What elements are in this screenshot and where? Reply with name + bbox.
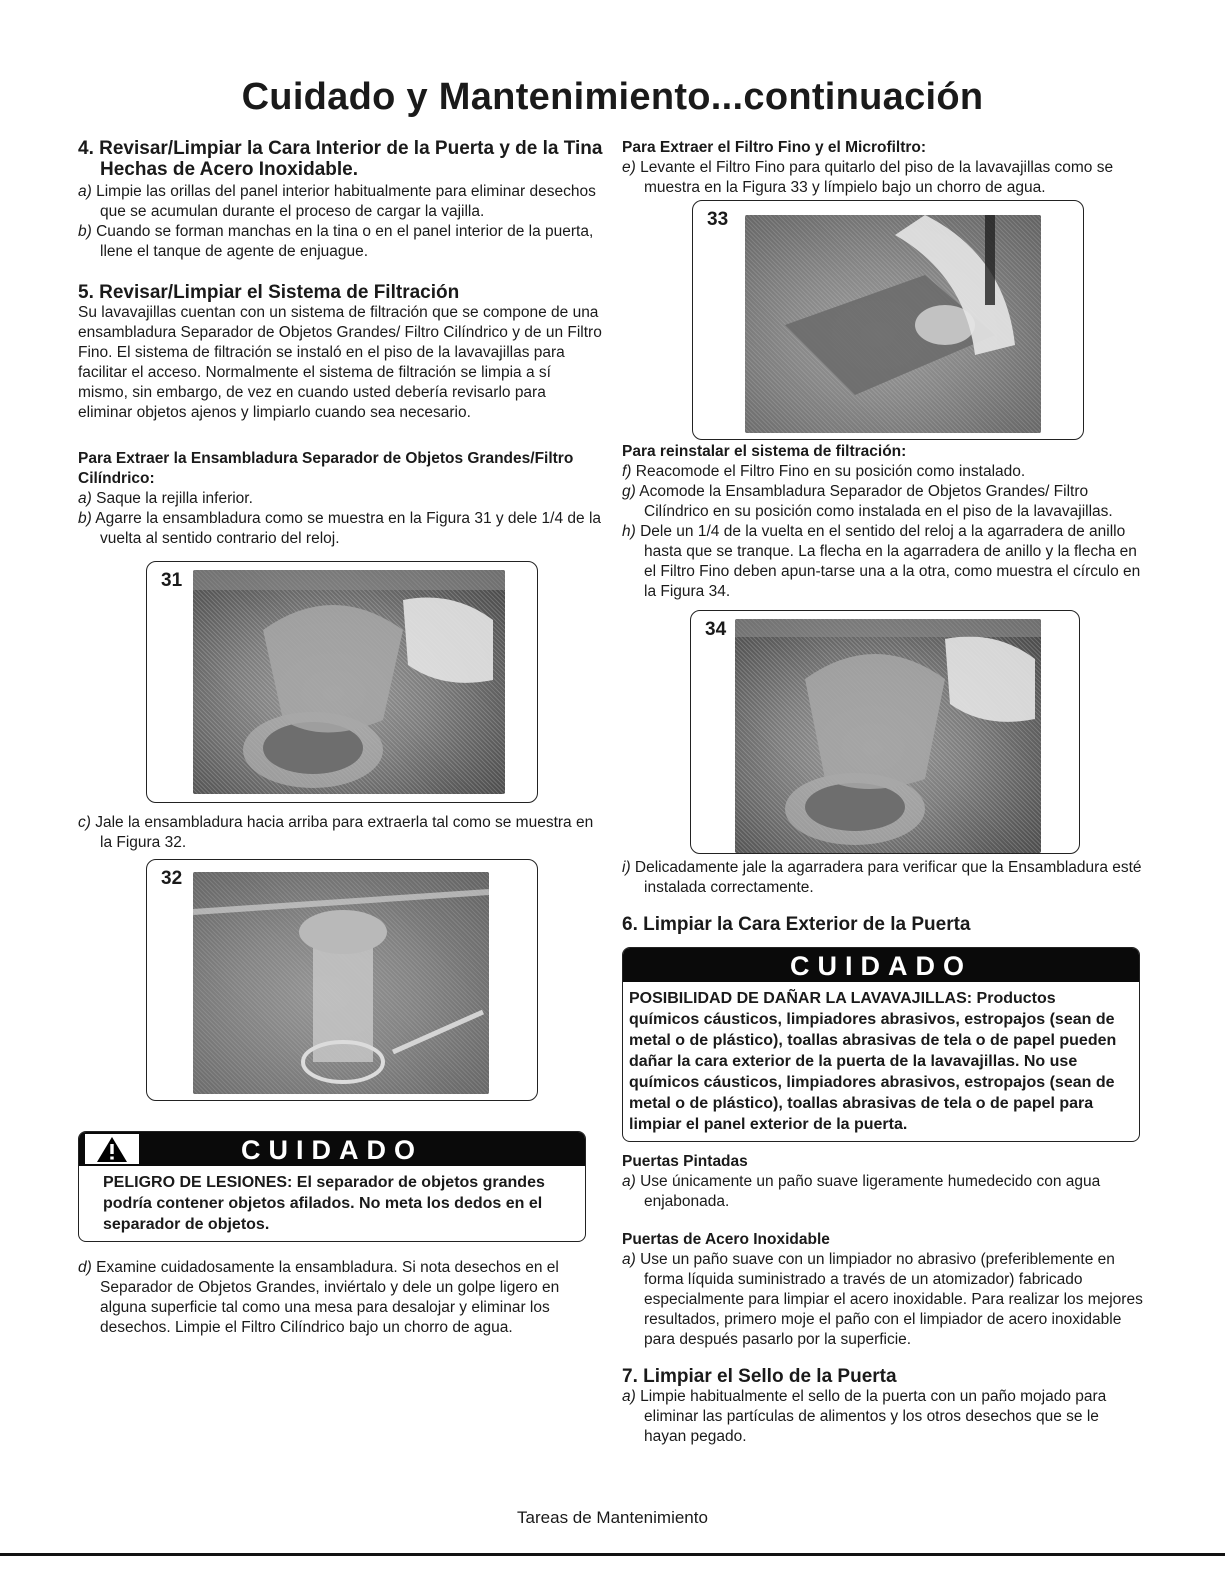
- list-item: d) Examine cuidadosamente la ensambladura. Si nota desechos en el Separador de Objetos Grandes, inviértalo y dele un golpe ligero en alguna superficie tal como una mesa para desalojar y eliminar los desechos. Limpie el Filtro Cilíndrico bajo un chorro de agua.: [78, 1259, 560, 1336]
- figure-33: [692, 200, 1084, 440]
- figure-31: [146, 561, 538, 803]
- section-4-heading: 4. Revisar/Limpiar la Cara Interior de la Puerta y de la Tina Hechas de Acero Inoxidable.: [78, 138, 603, 180]
- list-item: b) Agarre la ensambladura como se muestra en la Figura 31 y dele 1/4 de la vuelta al sentido contrario del reloj.: [78, 510, 602, 547]
- section-7-heading: 7. Limpiar el Sello de la Puerta: [622, 1366, 897, 1387]
- reinstall-subheading: Para reinstalar el sistema de filtración:: [622, 443, 907, 460]
- cylindrical-filter-photo: [193, 872, 489, 1094]
- painted-doors-subheading: Puertas Pintadas: [622, 1153, 748, 1170]
- list-item: a) Limpie las orillas del panel interior habitualmente para eliminar desechos que se acumulan durante el proceso de cargar la vajilla.: [78, 183, 596, 220]
- section-6-heading: 6. Limpiar la Cara Exterior de la Puerta: [622, 914, 971, 935]
- warning-triangle-icon: [85, 1134, 139, 1164]
- caution-title: CUIDADO: [790, 951, 972, 981]
- list-item: i) Delicadamente jale la agarradera para verificar que la Ensambladura esté instalada correctamente.: [622, 859, 1142, 896]
- figure-32: [146, 859, 538, 1101]
- list-item: a) Limpie habitualmente el sello de la puerta con un paño mojado para eliminar las partículas de alimentos y los otros desechos que se le hayan pegado.: [622, 1388, 1107, 1445]
- figure-number: 31: [161, 570, 183, 591]
- section-5-paragraph: Su lavavajillas cuentan con un sistema de filtración que se compone de una ensambladura Separador de Objetos Grandes/ Filtro Cilíndrico y de un Filtro Fino. El sistema de filtración se instaló en el piso de la lavavajillas para facilitar el acceso. Normalmente el sistema de filtración se limpia a sí mismo, sin embargo, de vez en cuando usted debería revisarlo para eliminar objetos ajenos y limpiarlo cuando sea necesario.: [78, 304, 602, 421]
- filter-assembly-photo: [193, 570, 505, 794]
- figure-number: 32: [161, 868, 183, 889]
- bottom-rule: [0, 1553, 1225, 1556]
- list-item: h) Dele un 1/4 de la vuelta en el sentido del reloj a la agarradera de anillo hasta que se tranque. La flecha en la agarradera de anillo y la flecha en el Filtro Fino deben apun-tarse una a la otra, como muestra el círculo en la Figura 34.: [622, 523, 1141, 600]
- caution-title: CUIDADO: [241, 1135, 423, 1165]
- list-item: f) Reacomode el Filtro Fino en su posición como instalado.: [622, 463, 1026, 480]
- extract-fine-filter-subheading: Para Extraer el Filtro Fino y el Microfiltro:: [622, 139, 927, 156]
- caution-text: POSIBILIDAD DE DAÑAR LA LAVAVAJILLAS: Productos químicos cáusticos, limpiadores abrasivos, estropajos (sean de metal o de plástico), toallas abrasivas de tela o de papel pueden dañar la cara exterior de la puerta de la lavavajillas. No use químicos cáusticos, limpiadores abrasivos, estropajos (sean de metal o de plástico), toallas abrasivas de tela o de papel para limpiar el panel exterior de la puerta.: [629, 990, 1117, 1133]
- list-item: g) Acomode la Ensambladura Separador de Objetos Grandes/ Filtro Cilíndrico en su posición como instalada en el piso de la lavavajillas.: [622, 483, 1113, 520]
- list-item: b) Cuando se forman manchas en la tina o en el panel interior de la puerta, llene el tanque de agente de enjuague.: [78, 223, 594, 260]
- list-item: a) Use únicamente un paño suave ligeramente humedecido con agua enjabonada.: [622, 1173, 1101, 1210]
- list-item: c) Jale la ensambladura hacia arriba para extraerla tal como se muestra en la Figura 32.: [78, 814, 594, 851]
- page-footer: Tareas de Mantenimiento: [517, 1508, 708, 1527]
- figure-number: 34: [705, 619, 727, 640]
- figure-34: [690, 610, 1080, 854]
- figure-number: 33: [707, 209, 729, 230]
- page-title: Cuidado y Mantenimiento...continuación: [241, 76, 984, 118]
- fine-filter-photo: [745, 215, 1041, 433]
- caution-box-damage: [622, 947, 1140, 1142]
- stainless-doors-subheading: Puertas de Acero Inoxidable: [622, 1231, 830, 1248]
- caution-text: PELIGRO DE LESIONES: El separador de objetos grandes podría contener objetos afilados. No meta los dedos en el separador de objetos.: [103, 1174, 545, 1233]
- list-item: e) Levante el Filtro Fino para quitarlo del piso de la lavavajillas como se muestra en la Figura 33 y límpielo bajo un chorro de agua.: [622, 159, 1114, 196]
- ring-handle-photo: [735, 619, 1041, 853]
- caution-box-injury: [78, 1131, 586, 1242]
- section-5-heading: 5. Revisar/Limpiar el Sistema de Filtración: [78, 282, 460, 303]
- list-item: a) Use un paño suave con un limpiador no abrasivo (preferiblemente en forma líquida suministrado a través de un atomizador) fabricado especialmente para limpiar el acero inoxidable. Para realizar los mejores resultados, primero moje el paño con el limpiador de acero inoxidable para después pasarlo por la superficie.: [622, 1251, 1143, 1348]
- list-item: a) Saque la rejilla inferior.: [78, 490, 253, 507]
- extract-assembly-subheading: Para Extraer la Ensambladura Separador de Objetos Grandes/Filtro Cilíndrico:: [78, 450, 574, 487]
- caution-bar: [79, 1132, 585, 1166]
- caution-bar: [623, 948, 1139, 982]
- right-column: [622, 138, 1144, 1447]
- left-column: [78, 138, 604, 1338]
